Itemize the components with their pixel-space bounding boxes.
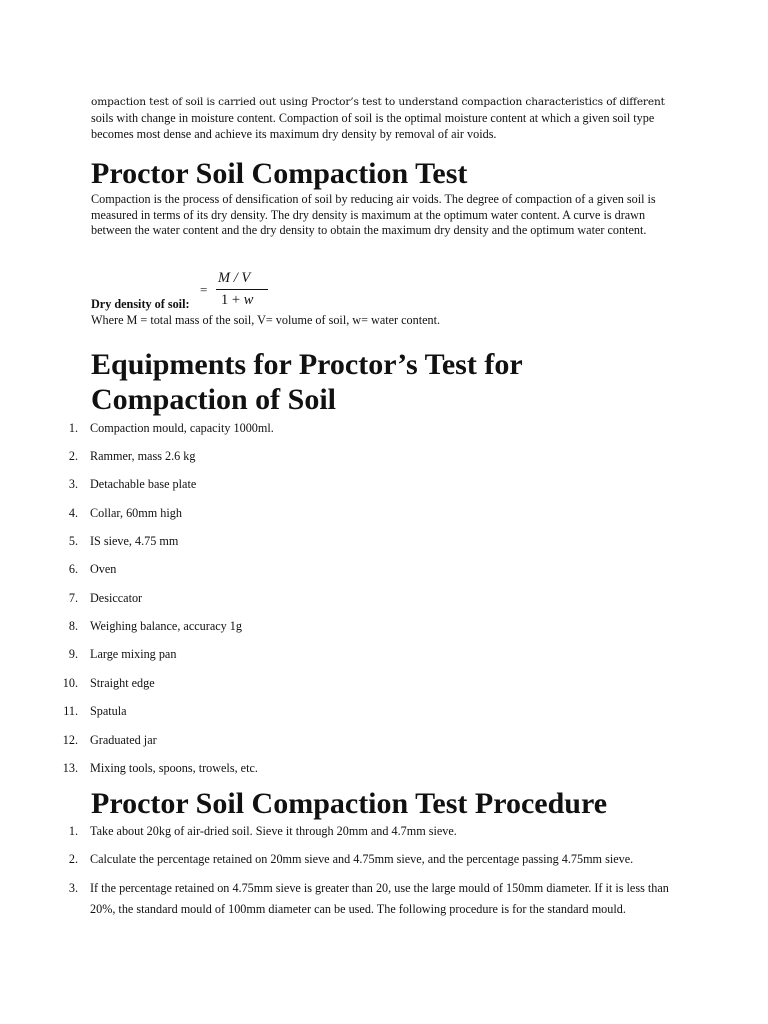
list-item-text: Rammer, mass 2.6 kg xyxy=(90,449,196,463)
list-item-number: 10. xyxy=(62,676,78,690)
formula-denominator-var: w xyxy=(243,292,254,308)
list-item-text: Weighing balance, accuracy 1g xyxy=(90,619,242,633)
list-item-number: 1. xyxy=(68,421,78,435)
heading-procedure: Proctor Soil Compaction Test Procedure xyxy=(91,787,608,820)
list-item-number: 8. xyxy=(68,619,78,633)
list-item-number: 7. xyxy=(68,591,78,605)
list-item-text: Straight edge xyxy=(90,676,155,690)
list-item-number: 11. xyxy=(63,704,78,718)
formula-denominator-const: 1 + xyxy=(221,292,244,308)
list-item-number: 9. xyxy=(68,647,78,661)
heading-proctor-test: Proctor Soil Compaction Test xyxy=(91,157,468,190)
intro-paragraph xyxy=(91,93,691,142)
list-item-number: 13. xyxy=(62,761,78,775)
intro-rest: soils with change in moisture content. Compaction of soil is the optimal moisture content at which a given soil type becomes most dense and achieve its maximum dry density by removal of air voids. xyxy=(91,111,655,141)
fraction-bar xyxy=(216,289,268,290)
list-item-number: 2. xyxy=(68,852,78,866)
list-item-text: If the percentage retained on 4.75mm sieve is greater than 20, use the large mould of 150mm diameter. If it is less than 20%, the standard mould of 100mm diameter can be used. The following procedure is for the standard mould. xyxy=(90,881,669,916)
list-item-text: Oven xyxy=(90,562,117,576)
list-item-text: Compaction mould, capacity 1000ml. xyxy=(90,421,274,435)
dry-density-formula xyxy=(200,270,280,310)
list-item-number: 12. xyxy=(62,733,78,747)
heading-equipment: Equipments for Proctor’s Test for Compaction of Soil xyxy=(91,348,523,416)
compaction-paragraph: Compaction is the process of densification of soil by reducing air voids. The degree of compaction of a given soil is measured in terms of its dry density. The dry density is maximum at the optimum water content. A curve is drawn between the water content and the dry density to obtain the maximum dry density and the optimum water content. xyxy=(91,192,656,237)
list-item-number: 3. xyxy=(68,881,78,895)
list-item-text: Graduated jar xyxy=(90,733,157,747)
list-item-text: Desiccator xyxy=(90,591,143,605)
list-item-number: 1. xyxy=(68,824,78,838)
list-item-number: 6. xyxy=(68,562,78,576)
formula-equals: = xyxy=(200,282,208,297)
list-item-text: Take about 20kg of air-dried soil. Sieve it through 20mm and 4.7mm sieve. xyxy=(90,824,457,838)
list-item-text: Spatula xyxy=(90,704,127,718)
formula-denominator xyxy=(221,292,253,309)
list-item-text: IS sieve, 4.75 mm xyxy=(90,534,179,548)
intro-first-line: ompaction test of soil is carried out using Proctor’s test to understand compaction characteristics of different xyxy=(91,96,665,108)
list-item-number: 2. xyxy=(68,449,78,463)
list-item-number: 3. xyxy=(68,477,78,491)
dry-density-label: Dry density of soil: xyxy=(91,297,190,311)
list-item-text: Mixing tools, spoons, trowels, etc. xyxy=(90,761,258,775)
formula-numerator: M / V xyxy=(218,270,251,286)
list-item-text: Collar, 60mm high xyxy=(90,506,182,520)
list-item-text: Large mixing pan xyxy=(90,647,177,661)
list-item-text: Calculate the percentage retained on 20mm sieve and 4.75mm sieve, and the percentage passing 4.75mm sieve. xyxy=(90,852,634,866)
list-item-text: Detachable base plate xyxy=(90,477,197,491)
list-item-number: 5. xyxy=(68,534,78,548)
list-item-number: 4. xyxy=(68,506,78,520)
formula-legend: Where M = total mass of the soil, V= volume of soil, w= water content. xyxy=(91,313,441,327)
